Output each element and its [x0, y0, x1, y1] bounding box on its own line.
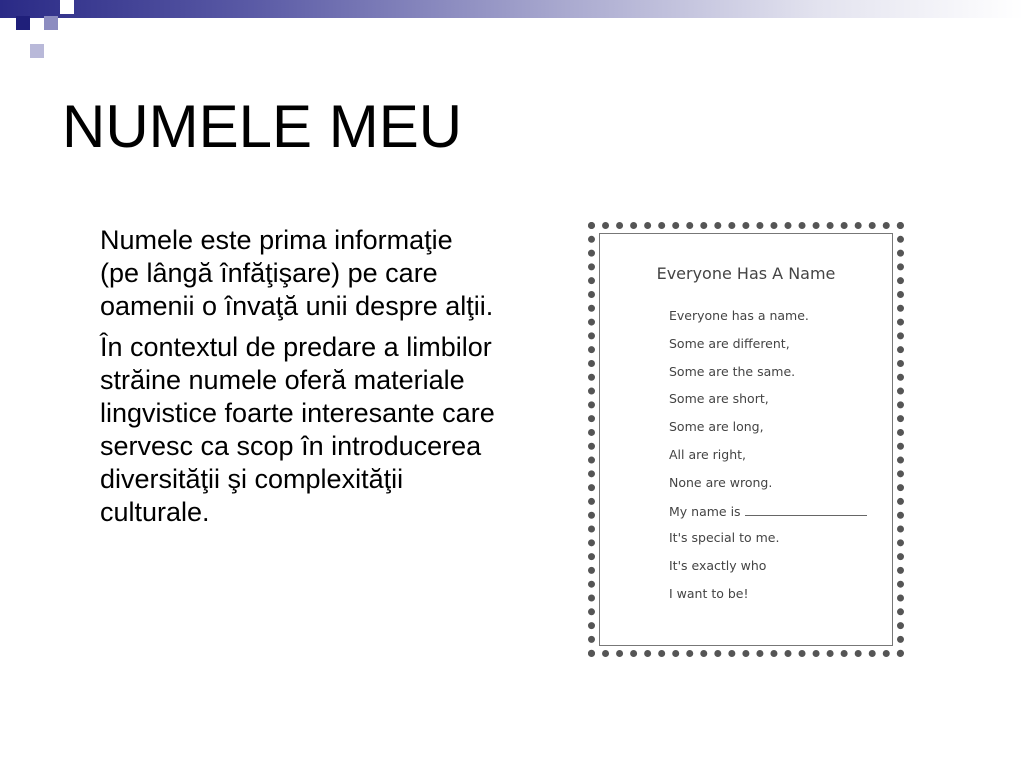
worksheet-frame [599, 233, 893, 646]
worksheet-title: Everyone Has A Name [656, 264, 836, 283]
decor-square [44, 16, 58, 30]
poem-line [669, 587, 884, 615]
paragraph: Numele este prima informaţie (pe lângă înfăţişare) pe care oamenii o învaţă unii despre alţii. [100, 225, 494, 321]
worksheet-image [588, 222, 904, 657]
poem-line-text: My name is [669, 503, 741, 519]
poem-lines [669, 309, 884, 615]
poem-line [669, 337, 884, 365]
decor-square [16, 16, 30, 30]
poem-line-text: Some are long, [669, 419, 764, 435]
decor-square [60, 0, 74, 14]
poem-line [669, 420, 884, 448]
body-text [100, 224, 495, 537]
name-blank-line [745, 504, 867, 516]
poem-line-text: None are wrong. [669, 474, 773, 490]
poem-line [669, 531, 884, 559]
poem-line [669, 392, 884, 420]
poem-line [669, 448, 884, 476]
poem-line-text: It's exactly who [669, 558, 767, 574]
poem-line [669, 559, 884, 587]
decor-square [30, 44, 44, 58]
poem-line-text: All are right, [669, 446, 747, 462]
poem-line [669, 504, 884, 532]
title-gradient-bar [0, 0, 1024, 18]
poem-line [669, 476, 884, 504]
poem-line [669, 365, 884, 393]
poem-line-text: It's special to me. [669, 530, 780, 546]
poem-line-text: Everyone has a name. [669, 308, 809, 323]
poem-line-text: I want to be! [669, 585, 749, 601]
poem-line-text: Some are different, [669, 335, 790, 351]
poem-line-text: Some are the same. [669, 363, 796, 379]
paragraph: În contextul de predare a limbilor străine numele oferă materiale lingvistice foarte interesante care servesc ca scop în introducerea diversităţii şi complexităţii culturale. [100, 332, 495, 527]
slide-title: NUMELE MEU [62, 93, 463, 160]
poem-line-text: Some are short, [669, 391, 769, 407]
poem-line [669, 309, 884, 337]
